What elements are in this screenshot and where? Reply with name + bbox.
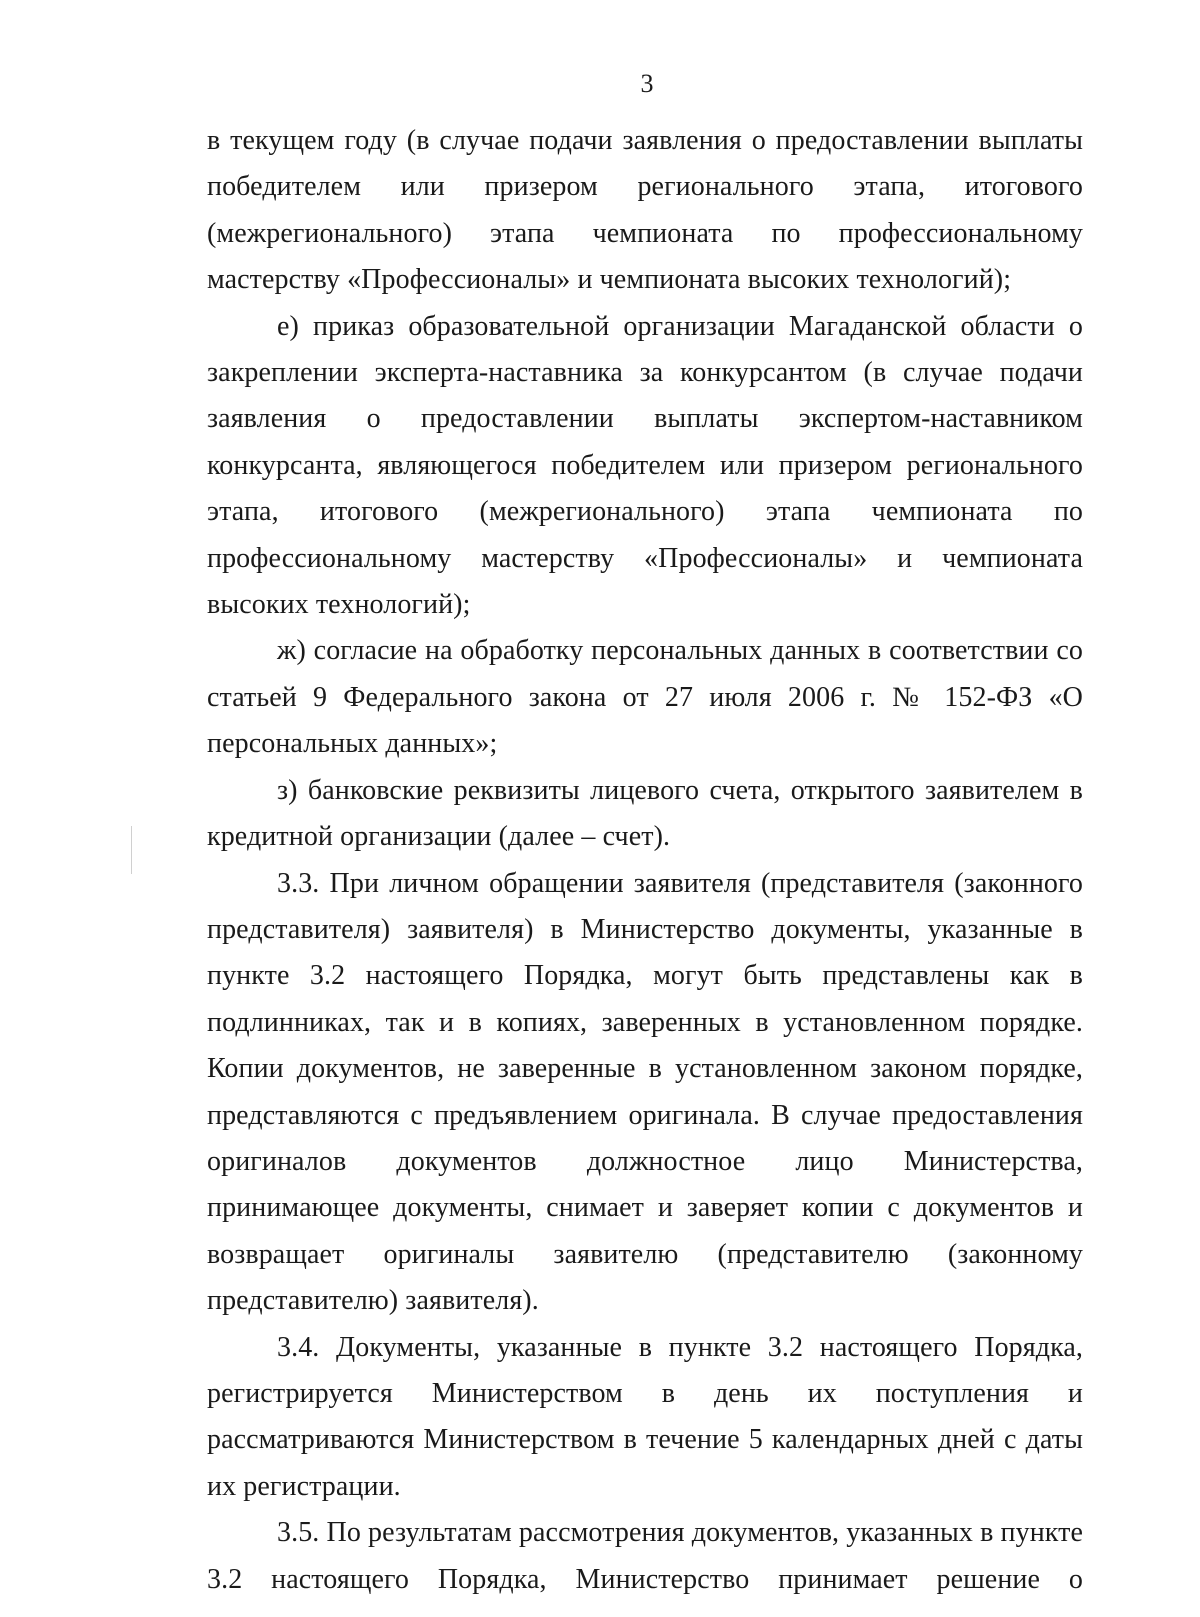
paragraph-3-5: 3.5. По результатам рассмотрения документов, указанных в пункте 3.2 настоящего Порядка, Министерство принимает решение о bbox=[207, 1517, 1083, 1595]
paragraph-e: е) приказ образовательной организации Магаданской области о закреплении эксперта-наставника за конкурсантом (в случае подачи заявления о предоставлении выплаты экспертом-наставником конкурсанта, являющегося победителем или призером регионального этапа, итогового (межрегионального) этапа чемпионата по профессиональному мастерству «Профессионалы» и чемпионата высоких технологий); bbox=[207, 310, 1083, 621]
paragraph-zh: ж) согласие на обработку персональных данных в соответствии со статьей 9 Федерального закона от 27 июля 2006 г. № 152-ФЗ «О персональных данных»; bbox=[207, 635, 1083, 760]
document-body bbox=[207, 118, 1083, 1603]
page-number: 3 bbox=[640, 69, 654, 98]
paragraph-continuation: в текущем году (в случае подачи заявления о предоставлении выплаты победителем или призером регионального этапа, итогового (межрегионального) этапа чемпионата по профессиональному мастерству «Профессионалы» и чемпионата высоких технологий); bbox=[207, 125, 1083, 296]
paragraph-z: з) банковские реквизиты лицевого счета, открытого заявителем в кредитной организации (далее – счет). bbox=[207, 774, 1083, 853]
margin-mark bbox=[131, 826, 132, 874]
paragraph-3-4: 3.4. Документы, указанные в пункте 3.2 настоящего Порядка, регистрируется Министерством в день их поступления и рассматриваются Министерством в течение 5 календарных дней с даты их регистрации. bbox=[207, 1331, 1083, 1502]
paragraph-3-3: 3.3. При личном обращении заявителя (представителя (законного представителя) заявителя) в Министерство документы, указанные в пункте 3.2 настоящего Порядка, могут быть представлены как в подлинниках, так и в копиях, заверенных в установленном порядке. Копии документов, не заверенные в установленном законом порядке, представляются с предъявлением оригинала. В случае предоставления оригиналов документов должностное лицо Министерства, принимающее документы, снимает и заверяет копии с документов и возвращает оригиналы заявителю (представителю (законному представителю) заявителя). bbox=[207, 867, 1083, 1317]
